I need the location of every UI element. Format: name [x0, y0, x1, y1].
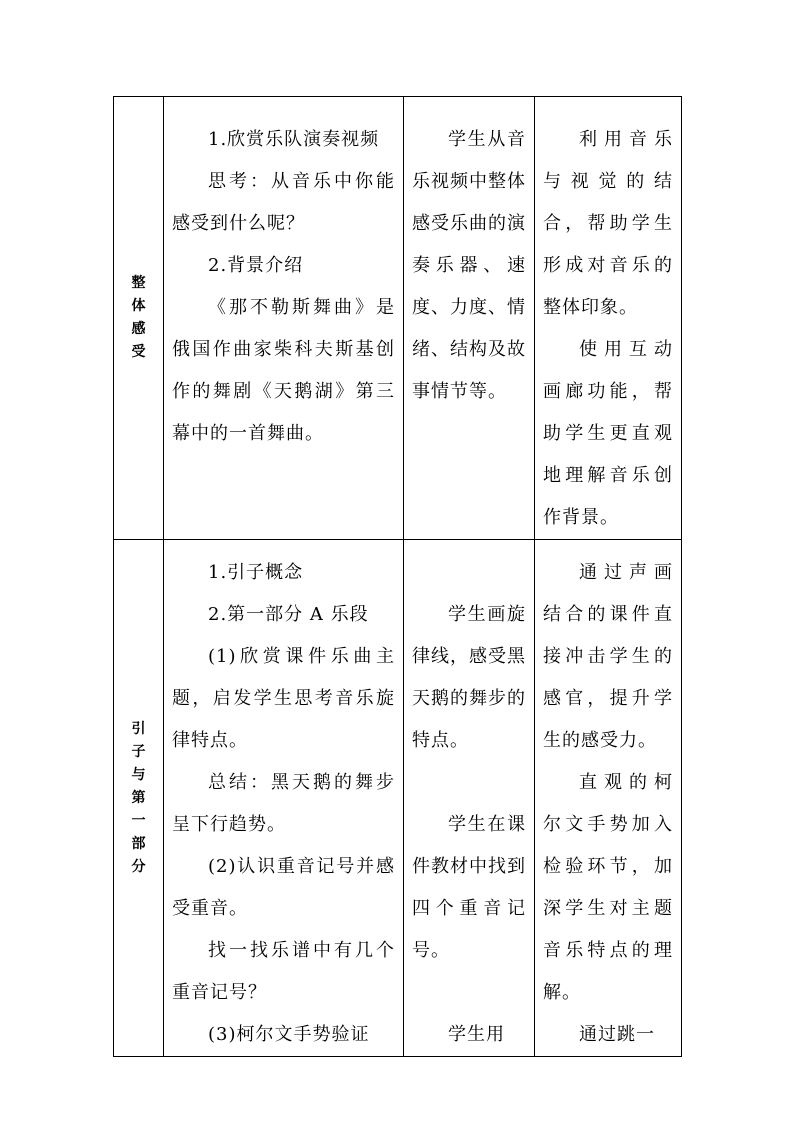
student-text: 学生在课件教材中找到四个重音记号。 [412, 814, 526, 961]
teacher-text: 总结：黑天鹅的舞步呈下行趋势。 [172, 772, 395, 835]
purpose-text: 直观的柯尔文手势加入检验环节，加深学生对主题音乐特点的理解。 [543, 772, 673, 1003]
teacher-text: (2)认识重音记号并感受重音。 [172, 856, 395, 919]
table-row [114, 540, 682, 1057]
teacher-activity-cell [164, 97, 404, 540]
teacher-text: (3)柯尔文手势验证 [208, 1024, 370, 1045]
purpose-text: 利用音乐与视觉的结合，帮助学生形成对音乐的整体印象。 [543, 129, 673, 318]
student-text: 学生从音乐视频中整体感受乐曲的演奏乐器、速度、力度、情绪、结构及故事情节等。 [412, 129, 526, 402]
section-label: 整体感受 [131, 275, 146, 360]
design-purpose-cell [535, 97, 682, 540]
design-purpose-cell [535, 540, 682, 1057]
student-activity-cell [404, 540, 535, 1057]
section-label: 引子与第一部分 [131, 720, 146, 875]
teacher-text: 1.引子概念 [208, 562, 304, 583]
spacer [412, 762, 526, 804]
teacher-text: (1)欣赏课件乐曲主题，启发学生思考音乐旋律特点。 [172, 646, 395, 751]
section-cell [114, 540, 164, 1057]
teacher-text: 2.第一部分 A 乐段 [208, 604, 369, 625]
spacer [412, 972, 526, 1014]
lesson-plan-table [113, 96, 682, 1057]
teacher-text: 2.背景介绍 [208, 255, 304, 276]
purpose-text: 使用互动画廊功能，帮助学生更直观地理解音乐创作背景。 [543, 339, 673, 528]
teacher-text: 找一找乐谱中有几个重音记号？ [172, 940, 395, 1003]
teacher-text: 《那不勒斯舞曲》是俄国作曲家柴科夫斯基创作的舞剧《天鹅湖》第三幕中的一首舞曲。 [172, 297, 395, 444]
student-text: 学生用 [448, 1024, 505, 1045]
student-text: 学生画旋律线，感受黑天鹅的舞步的特点。 [412, 604, 526, 751]
section-cell [114, 97, 164, 540]
student-activity-cell [404, 97, 535, 540]
table-row [114, 97, 682, 540]
purpose-text: 通过声画结合的课件直接冲击学生的感官，提升学生的感受力。 [543, 562, 673, 751]
teacher-activity-cell [164, 540, 404, 1057]
teacher-text: 1.欣赏乐队演奏视频 [208, 129, 380, 150]
teacher-text: 思考：从音乐中你能感受到什么呢？ [172, 171, 395, 234]
purpose-text: 通过跳一 [579, 1024, 655, 1045]
spacer [412, 552, 526, 594]
